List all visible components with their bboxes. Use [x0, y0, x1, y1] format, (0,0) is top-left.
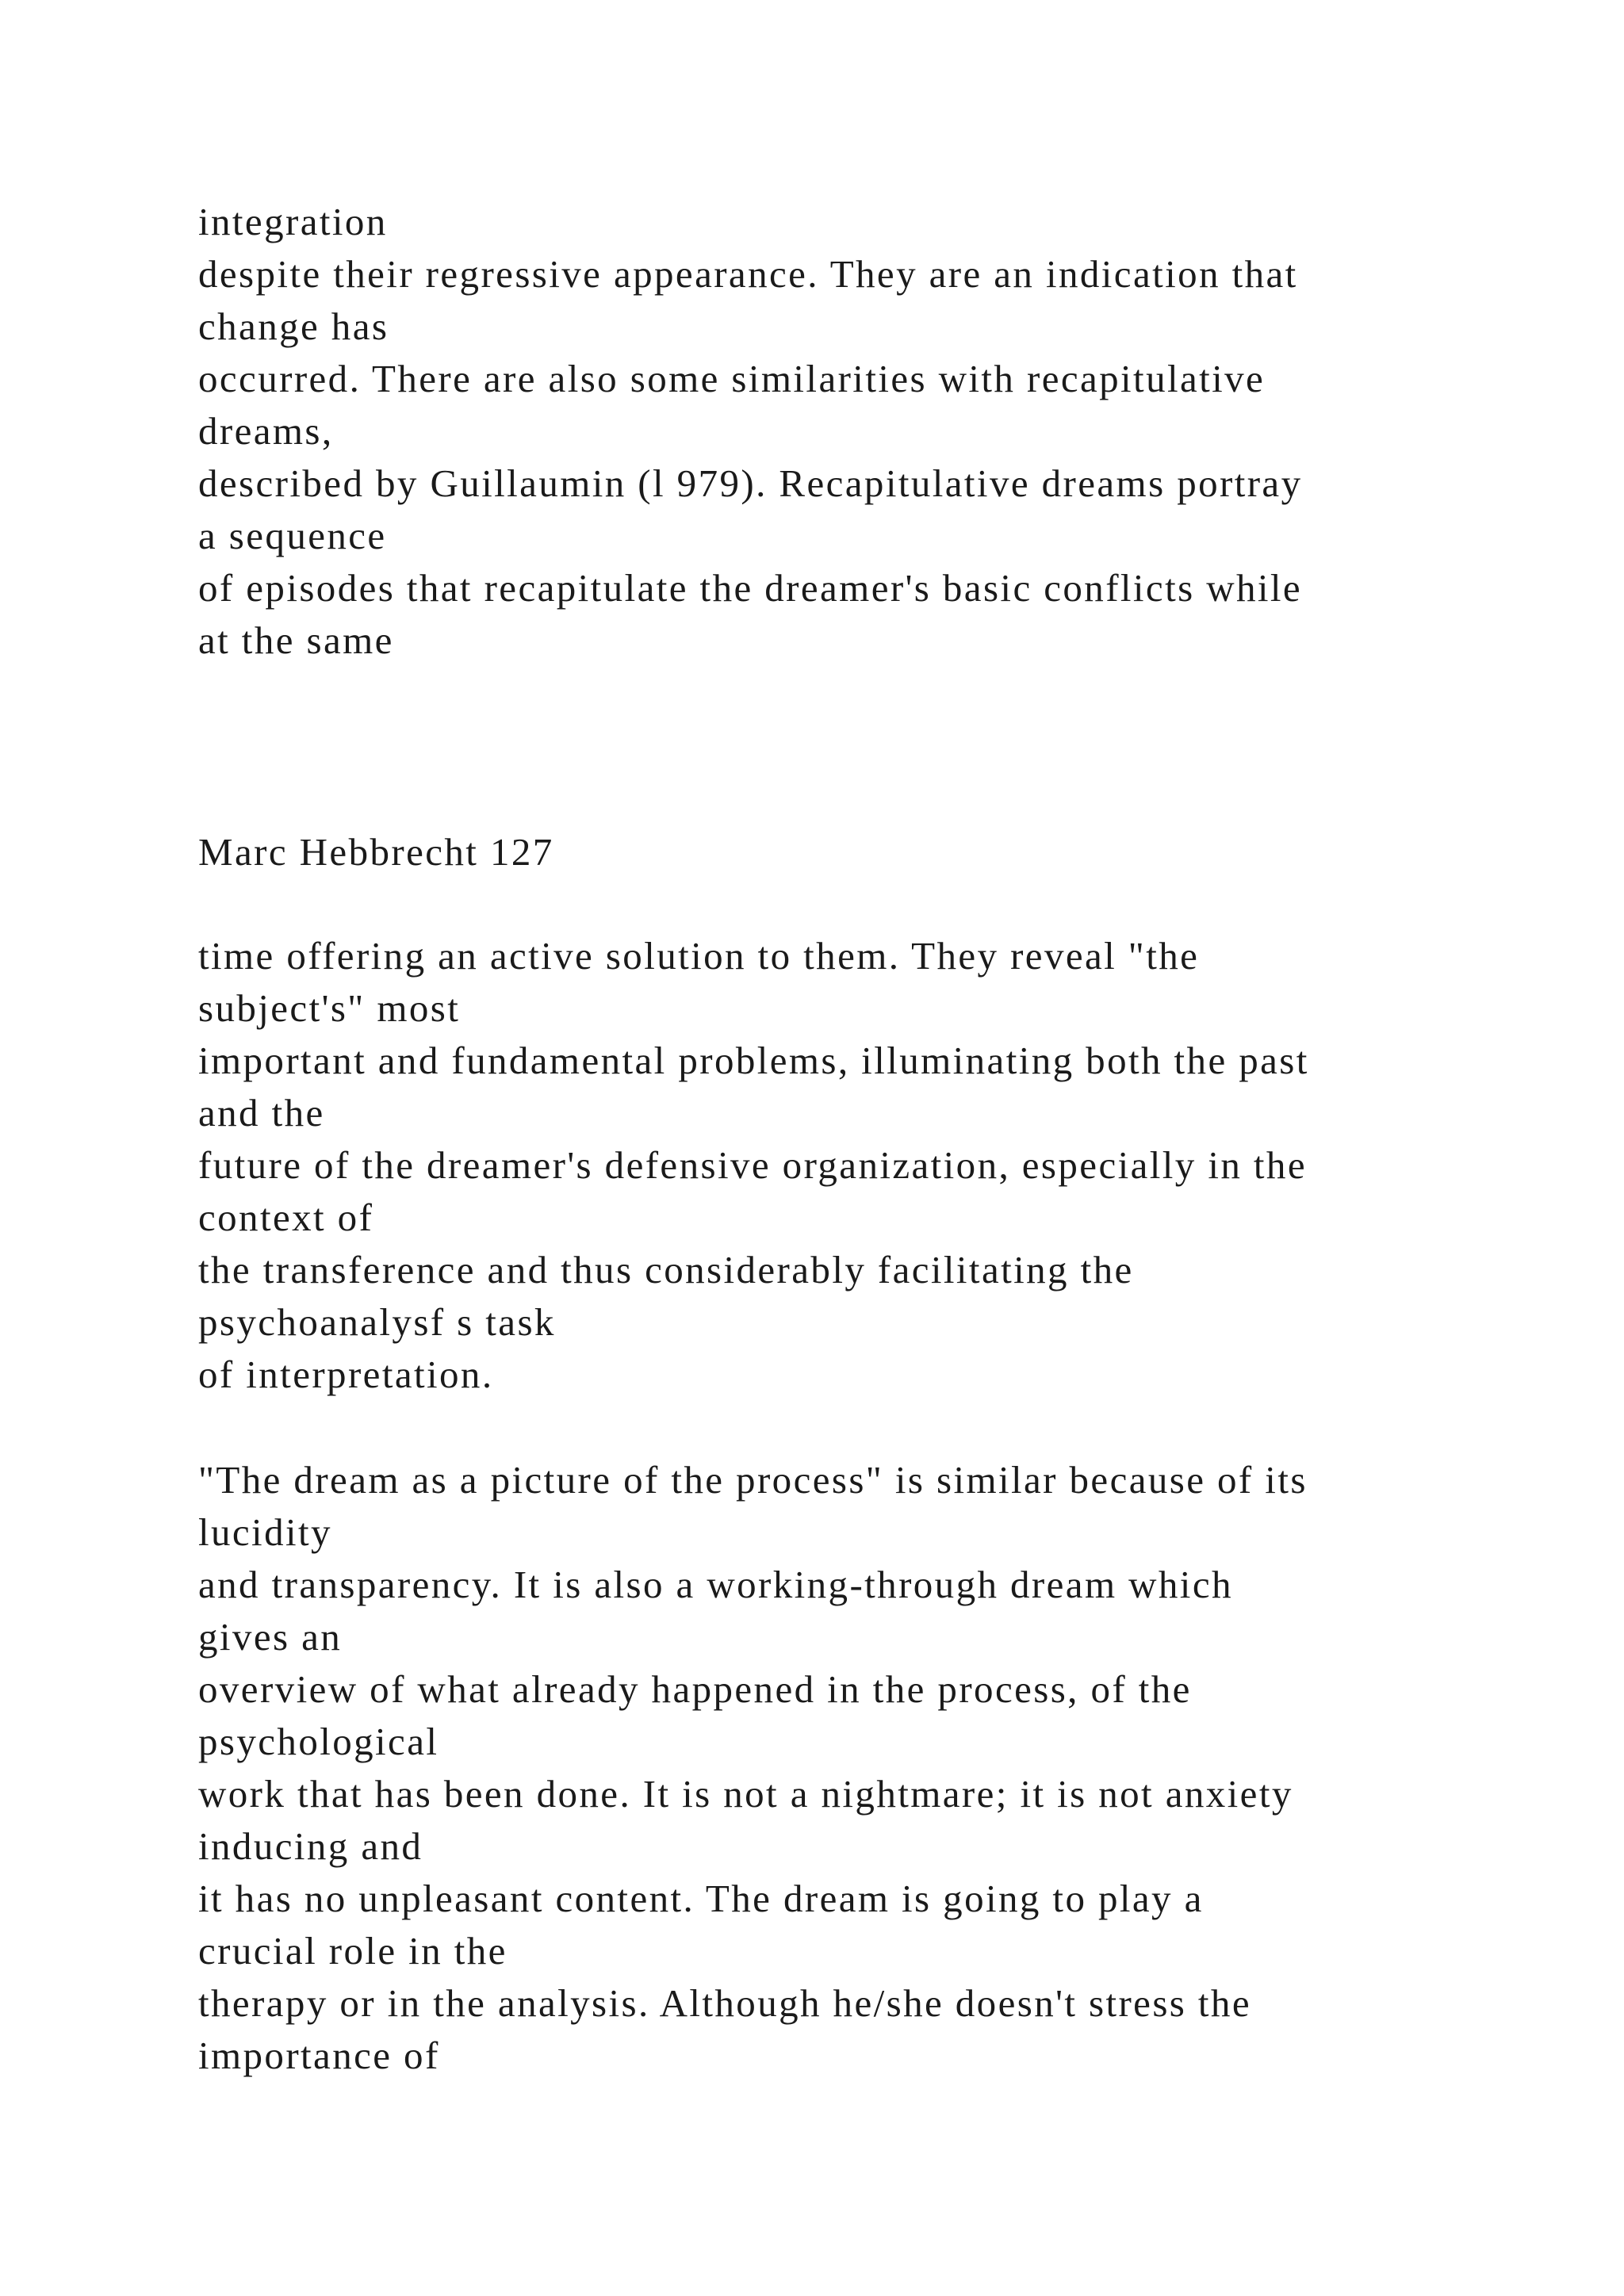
text-line: described by Guillaumin (l 979). Recapitulative dreams portray: [198, 461, 1303, 505]
text-line: psychoanalysf s task: [198, 1300, 556, 1344]
running-header: Marc Hebbrecht 127: [198, 830, 554, 874]
page-header: [198, 826, 1546, 878]
text-line: context of: [198, 1196, 374, 1239]
text-line: inducing and: [198, 1824, 423, 1868]
text-line: occurred. There are also some similarities with recapitulative: [198, 357, 1266, 400]
text-line: lucidity: [198, 1510, 332, 1554]
text-line: psychological: [198, 1720, 439, 1763]
text-line: time offering an active solution to them. They reveal "the: [198, 934, 1200, 978]
text-line: dreams,: [198, 409, 334, 453]
paragraph-recapitulative: [198, 930, 1546, 1401]
text-line: "The dream as a picture of the process" is similar because of its: [198, 1458, 1308, 1502]
text-line: and transparency. It is also a working-through dream which: [198, 1563, 1233, 1606]
text-line: a sequence: [198, 514, 387, 557]
text-line: change has: [198, 304, 389, 348]
text-line: it has no unpleasant content. The dream is going to play a: [198, 1877, 1204, 1920]
text-line: of episodes that recapitulate the dreamer's basic conflicts while: [198, 566, 1303, 610]
text-line: overview of what already happened in the process, of the: [198, 1667, 1192, 1711]
text-line: of interpretation.: [198, 1353, 494, 1396]
text-line: important and fundamental problems, illuminating both the past: [198, 1039, 1309, 1082]
text-line: the transference and thus considerably facilitating the: [198, 1248, 1134, 1292]
text-line: subject's" most: [198, 986, 461, 1030]
text-line: and the: [198, 1091, 325, 1135]
text-line: at the same: [198, 618, 394, 662]
paragraph-dream-process: [198, 1454, 1546, 2082]
text-line: importance of: [198, 2034, 440, 2077]
text-line: gives an: [198, 1615, 343, 1659]
text-line: despite their regressive appearance. They are an indication that: [198, 252, 1298, 296]
text-line: work that has been done. It is not a nightmare; it is not anxiety: [198, 1772, 1293, 1816]
text-line: integration: [198, 200, 388, 243]
text-line: future of the dreamer's defensive organization, especially in the: [198, 1143, 1307, 1187]
paragraph-continuation: [198, 196, 1546, 667]
text-line: crucial role in the: [198, 1929, 508, 1973]
text-line: therapy or in the analysis. Although he/she doesn't stress the: [198, 1981, 1251, 2025]
